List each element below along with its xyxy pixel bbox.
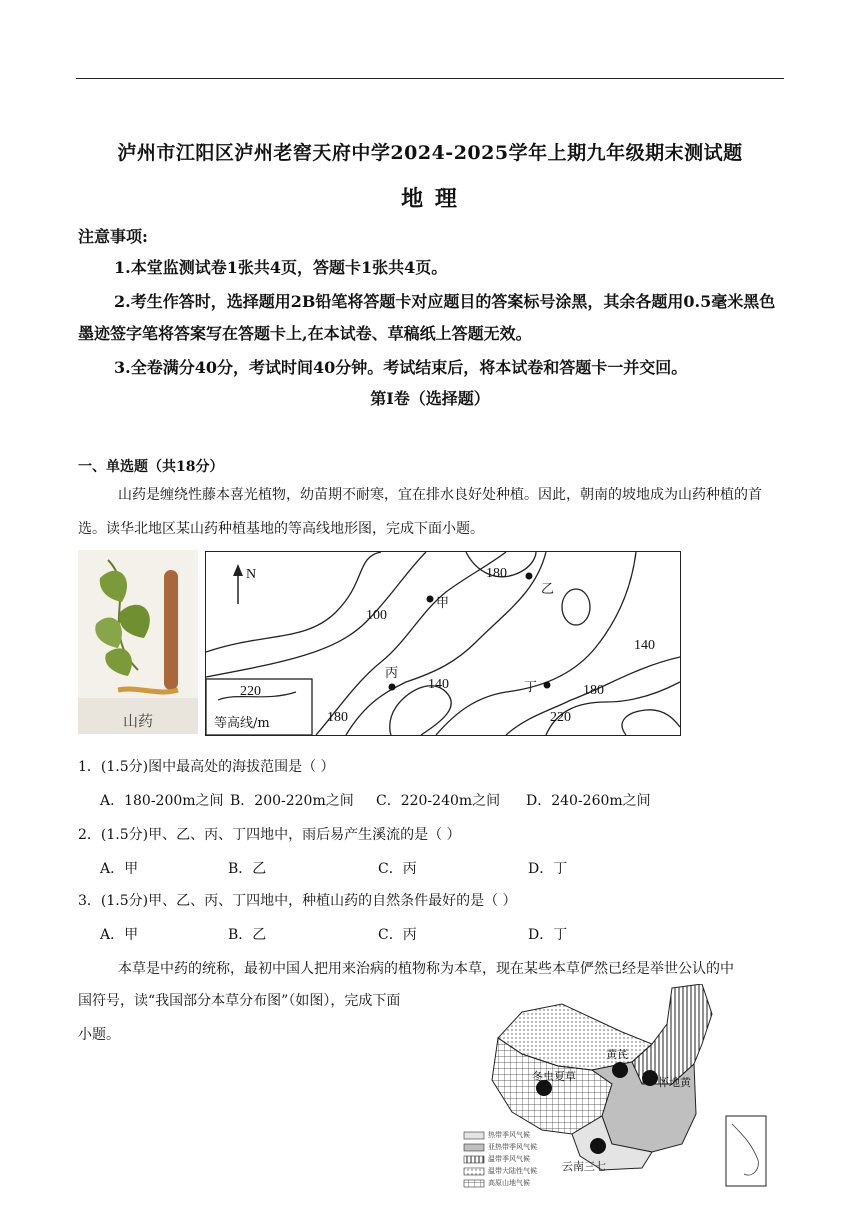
contour-label-140-b: 140 — [634, 638, 655, 653]
q2-option-b[interactable]: B．乙 — [228, 861, 267, 877]
contour-map — [205, 551, 681, 736]
subject-title: 地 理 — [401, 186, 459, 212]
q3-option-c[interactable]: C．丙 — [378, 927, 417, 943]
q1-option-c[interactable]: C．220-240m之间 — [376, 793, 501, 809]
legend-temperate-continental: 温带大陆性气候 — [488, 1167, 537, 1175]
question-1-stem: 1．(1.5分)图中最高处的海拔范围是（ ） — [78, 759, 335, 775]
contour-label-180-b: 180 — [327, 710, 348, 725]
herb-label-sanqi: 云南三七 — [562, 1160, 606, 1173]
q2-option-a[interactable]: A．甲 — [100, 861, 139, 877]
q3-option-a[interactable]: A．甲 — [100, 927, 139, 943]
herb-label-huaidihuang: 怀地黄 — [658, 1076, 691, 1089]
contour-label-180-c: 180 — [583, 683, 604, 698]
question-1-options — [100, 790, 676, 810]
legend-tropical: 热带季风气候 — [488, 1131, 530, 1139]
legend-subtropical: 亚热带季风气候 — [488, 1143, 537, 1151]
q3-option-d[interactable]: D．丁 — [528, 927, 568, 943]
legend-temperate-monsoon: 温带季风气候 — [488, 1155, 530, 1163]
yam-plant-illustration — [78, 550, 198, 734]
north-label: N — [246, 567, 257, 582]
herb-label-dongchongxiacao: 冬虫夏草 — [532, 1070, 576, 1083]
exam-title: 泸州市江阳区泸州老窖天府中学2024-2025学年上期九年级期末测试题 — [117, 142, 743, 164]
q1-option-b[interactable]: B．200-220m之间 — [230, 793, 354, 809]
notice-heading: 注意事项: — [78, 227, 148, 246]
passage-1: 山药是缠绕性藤本喜光植物，幼苗期不耐寒，宜在排水良好处种植。因此，朝南的坡地成为山药种植的首选。读华北地区某山药种植基地的等高线地形图，完成下面小题。 — [78, 487, 762, 537]
q2-option-d[interactable]: D．丁 — [528, 861, 568, 877]
notice-item-3: 3.全卷满分40分，考试时间40分钟。考试结束后，将本试卷和答题卡一并交回。 — [114, 358, 688, 377]
header-rule — [76, 78, 784, 79]
point-bing: 丙 — [385, 666, 399, 681]
q1-option-d[interactable]: D．240-260m之间 — [526, 793, 651, 809]
notice-item-1: 1.本堂监测试卷1张共4页，答题卡1张共4页。 — [114, 258, 448, 277]
question-2-options — [100, 858, 678, 878]
legend-plateau: 高原山地气候 — [488, 1179, 530, 1187]
point-ding: 丁 — [524, 680, 538, 695]
passage-2-line-2: 国符号，读“我国部分本草分布图”（如图），完成下面 — [78, 993, 401, 1009]
passage-2-line-3: 小题。 — [78, 1027, 120, 1043]
part-title: 第Ⅰ卷（选择题） — [370, 389, 490, 408]
question-3-stem: 3．(1.5分)甲、乙、丙、丁四地中，种植山药的自然条件最好的是（ ） — [78, 893, 517, 909]
herb-distribution-map — [462, 984, 770, 1194]
q1-option-a[interactable]: A．180-200m之间 — [100, 793, 224, 809]
legend-label: 等高线/m — [214, 716, 270, 731]
passage-2-line-1: 本草是中药的统称，最初中国人把用来治病的植物称为本草，现在某些本草俨然已经是举世公认的中 — [118, 961, 734, 977]
contour-label-180-a: 180 — [486, 566, 507, 581]
herb-label-huangqi: 黄芪 — [606, 1048, 628, 1061]
yam-figure — [78, 550, 198, 734]
point-jia: 甲 — [436, 596, 450, 611]
q2-option-c[interactable]: C．丙 — [378, 861, 417, 877]
contour-label-220: 220 — [550, 710, 571, 725]
plant-caption: 山药 — [122, 712, 153, 730]
q3-option-b[interactable]: B．乙 — [228, 927, 267, 943]
question-2-stem: 2．(1.5分)甲、乙、丙、丁四地中，雨后易产生溪流的是（ ） — [78, 827, 461, 843]
contour-label-100: 100 — [366, 608, 387, 623]
contour-label-140-a: 140 — [428, 677, 449, 692]
contour-lines — [206, 552, 680, 735]
legend-value: 220 — [240, 684, 261, 699]
notice-item-2: 2.考生作答时，选择题用2B铅笔将答题卡对应题目的答案标号涂黑，其余各题用0.5毫米黑色墨迹签字笔将答案写在答题卡上,在本试卷、草稿纸上答题无效。 — [78, 292, 776, 343]
question-3-options — [100, 924, 678, 944]
section-heading: 一、单选题（共18分） — [78, 459, 224, 475]
point-yi: 乙 — [541, 582, 555, 597]
